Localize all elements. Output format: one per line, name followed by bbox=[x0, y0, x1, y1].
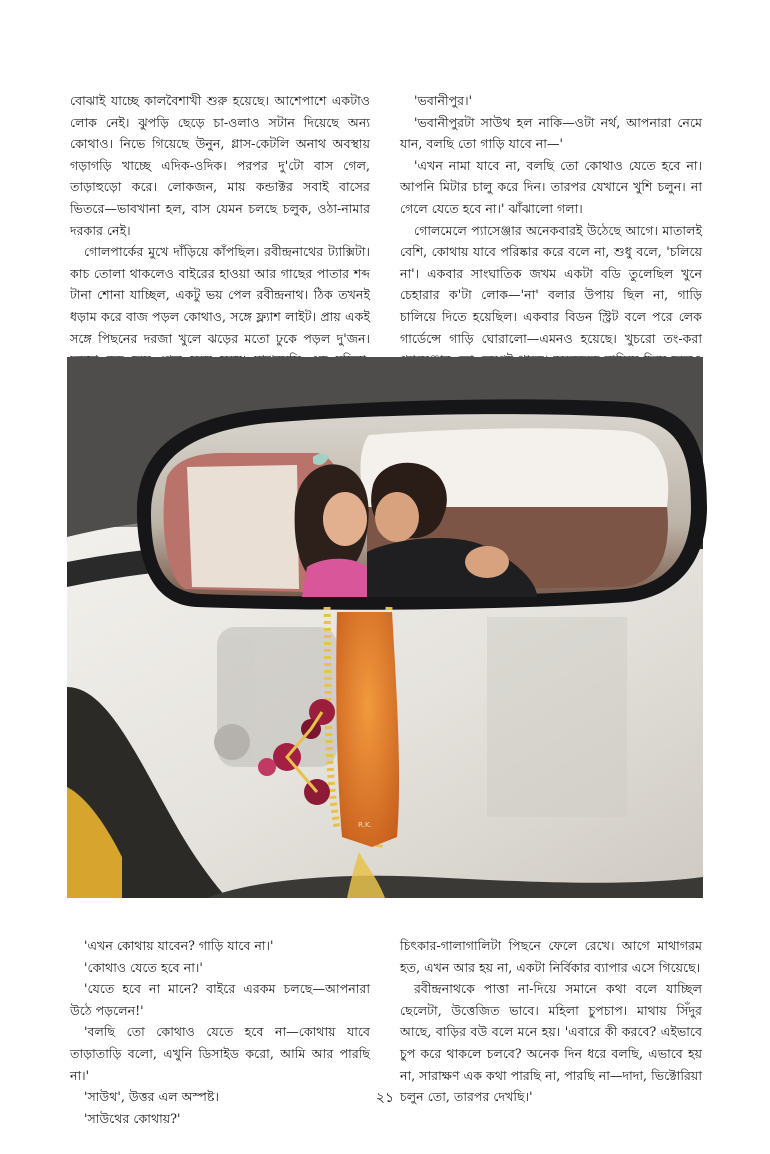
paragraph: 'ভবানীপুর।' bbox=[414, 93, 473, 108]
paragraph: 'এখন নামা যাবে না, বলছি তো কোথাও যেতে হবে না। আপনি মিটার চালু করে দিন। তারপর যেখানে খুশি চলুন। না গেলে যেতে হবে না।' ঝাঁঝালো গলা। bbox=[400, 157, 702, 216]
paragraph: চিৎকার-গালাগালিটা পিছনে ফেলে রেখে। আগে মাথাগরম হত, এখন আর হয় না, একটা নির্বিকার ব্যাপার এসে গিয়েছে। bbox=[400, 938, 702, 975]
text-column-top-left bbox=[70, 90, 370, 346]
paragraph: 'এখন কোথায় যাবেন? গাড়ি যাবে না।' bbox=[84, 938, 274, 953]
svg-text:R.K.: R.K. bbox=[358, 821, 372, 829]
paragraph: বোঝাই যাচ্ছে কালবৈশাখী শুরু হয়েছে। আশেপাশে একটাও লোক নেই। ঝুপড়ি ছেড়ে চা-ওলাও সটান দিয়েছে অন্য কোথাও। নিভে গিয়েছে উনুন, গ্লাস-কেটলি অনাথ অবস্থায় গড়াগড়ি খাচ্ছে এদিক-ওদিক। পরপর দু'টো বাস গেল, তাড়াহুড়ো করে। লোকজন, মায় কন্ডাক্টর সবাই বাসের ভিতরে—ভাবখানা হল, বাস যেমন চলছে চলুক, ওঠা-নামার দরকার নেই। bbox=[70, 93, 370, 238]
taxi-mirror-photo bbox=[67, 357, 703, 898]
paragraph: গোলপার্কের মুখে দাঁড়িয়ে কাঁপছিল। রবীন্দ্রনাথের ট্যাক্সিটা। কাচ তোলা থাকলেও বাইরের হাওয়া আর গাছের পাতার শব্দ টানা শোনা যাচ্ছিল, একটু ভয় পেল রবীন্দ্রনাথ। ঠিক তখনই ধড়াম করে বাজ পড়ল কোথাও, সঙ্গে ফ্ল্যাশ লাইট। প্রায় একই সঙ্গে পিছনের দরজা খুলে ঝড়ের মতো ঢুকে পড়ল দু'জন। bbox=[70, 244, 370, 346]
page-number: ২১ bbox=[375, 1090, 395, 1106]
paragraph: 'সাউথ', উত্তর এল অস্পষ্ট। bbox=[84, 1089, 219, 1105]
paragraph: 'সাউথের কোথায়?' bbox=[84, 1110, 181, 1126]
paragraph: গোলমেলে প্যাসেঞ্জার অনেকবারই উঠেছে আগে। মাতালই বেশি, কোথায় যাবে পরিষ্কার করে বলে না, শুধু বলে, 'চলিয়ে না'। একবার সাংঘাতিক জখম একটা বডি তুলেছিল খুনে চেহারার ক'টা লোক—'না' বলার উপায় ছিল না, গাড়ি চালিয়ে দিতে হয়েছিল। একবার বিডন স্ট্রিট বলে পরে লেক গার্ডেন্সে গাড়ি ঘোরালো—এমনও হয়েছে। খুচরো তং-করা bbox=[400, 222, 702, 346]
paragraph: 'ভবানীপুরটা সাউথ হল নাকি—ওটা নর্থ, আপনারা নেমে যান, বলছি তো গাড়ি যাবে না—' bbox=[400, 114, 702, 152]
text-column-top-right bbox=[400, 90, 702, 346]
text-column-bottom-left bbox=[70, 935, 370, 1126]
text-column-bottom-right bbox=[400, 935, 702, 1105]
paragraph: 'কোথাও যেতে হবে না।' bbox=[84, 959, 203, 975]
paragraph: 'বলছি তো কোথাও যেতে হবে না—কোথায় যাবে তাড়াতাড়ি বলো, এখুনি ডিসাইড করো, আমি আর পারছি না।' bbox=[70, 1024, 370, 1083]
paragraph: 'যেতে হবে না মানে? বাইরে এরকম চলছে—আপনারা উঠে পড়লেন!' bbox=[70, 981, 370, 1018]
paragraph: রবীন্দ্রনাথকে পাত্তা না-দিয়ে সমানে কথা বলে যাচ্ছিল ছেলেটা, উত্তেজিত ভাবে। মহিলা চুপচাপ। মাথায় সিঁদুর আছে, বাড়ির বউ বলে মনে হয়। 'এবারে কী করবে? এইভাবে চুপ করে থাকলে চলবে? অনেক দিন ধরে বলছি, এভাবে হয় না, সারাক্ষণ এক কথা পারছি না, পারছি না—দাদা, ভিক্টোরিয়া চলুন তো, তারপর দেখছি।' bbox=[400, 981, 702, 1105]
